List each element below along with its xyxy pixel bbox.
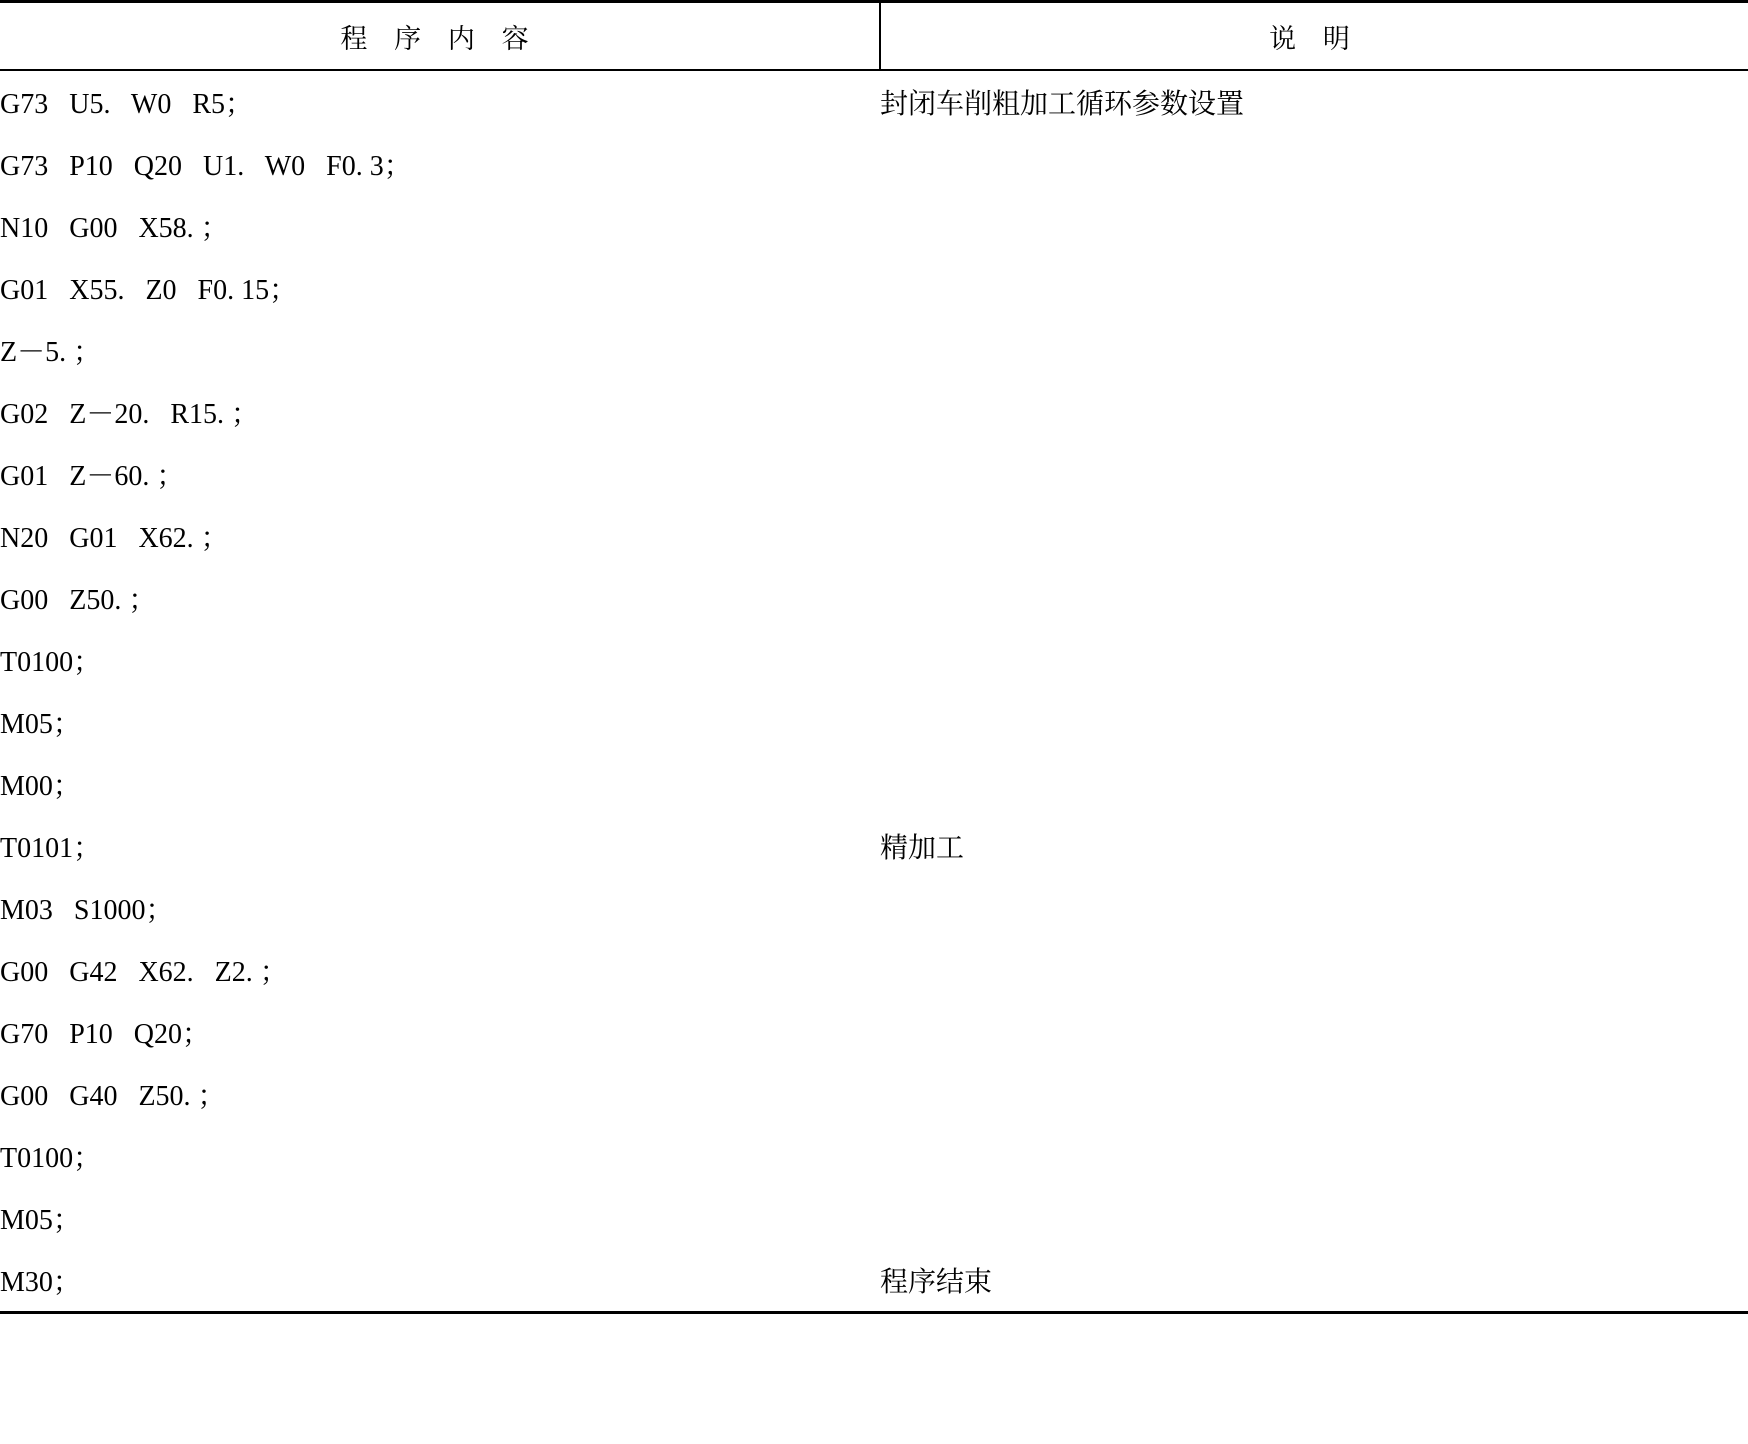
program-cell: G00 Z50. ； bbox=[0, 585, 157, 616]
program-cell: N20 G01 X62. ； bbox=[0, 523, 229, 554]
note-cell bbox=[880, 939, 1748, 1001]
table-header-row bbox=[0, 2, 1748, 71]
program-cell: M05； bbox=[0, 1205, 81, 1236]
table-row bbox=[0, 753, 1748, 815]
program-cell: G01 X55. Z0 F0. 15； bbox=[0, 275, 298, 306]
table-row bbox=[0, 629, 1748, 691]
program-cell: M05； bbox=[0, 709, 81, 740]
table-row bbox=[0, 195, 1748, 257]
note-cell bbox=[880, 505, 1748, 567]
note-cell bbox=[880, 1187, 1748, 1249]
program-cell: G00 G42 X62. Z2. ； bbox=[0, 957, 288, 988]
table-row bbox=[0, 133, 1748, 195]
note-cell bbox=[880, 381, 1748, 443]
table-row bbox=[0, 319, 1748, 381]
column-header-note bbox=[880, 2, 1748, 71]
program-cell: G01 Z－60. ； bbox=[0, 461, 185, 492]
column-header-program bbox=[0, 2, 880, 71]
note-cell bbox=[880, 195, 1748, 257]
note-cell bbox=[880, 1001, 1748, 1063]
table-row bbox=[0, 815, 1748, 877]
note-cell bbox=[880, 257, 1748, 319]
table-row bbox=[0, 70, 1748, 133]
table-row bbox=[0, 443, 1748, 505]
program-cell: T0100； bbox=[0, 1143, 102, 1174]
program-cell: M03 S1000； bbox=[0, 895, 174, 926]
note-cell bbox=[880, 567, 1748, 629]
column-header-note-label: 说 明 bbox=[1269, 23, 1360, 54]
table-row bbox=[0, 1063, 1748, 1125]
note-cell: 程序结束 bbox=[880, 1249, 1748, 1313]
table-row bbox=[0, 257, 1748, 319]
note-cell: 封闭车削粗加工循环参数设置 bbox=[880, 89, 1245, 120]
table-row bbox=[0, 939, 1748, 1001]
program-cell: G73 P10 Q20 U1. W0 F0. 3； bbox=[0, 151, 412, 182]
program-cell: Z－5. ； bbox=[0, 337, 102, 368]
table-row bbox=[0, 1187, 1748, 1249]
table-row bbox=[0, 1001, 1748, 1063]
table-row bbox=[0, 1125, 1748, 1187]
note-cell bbox=[880, 1125, 1748, 1187]
table-row bbox=[0, 381, 1748, 443]
note-cell bbox=[880, 133, 1748, 195]
table-body bbox=[0, 70, 1748, 1313]
note-cell bbox=[880, 877, 1748, 939]
table-row bbox=[0, 567, 1748, 629]
note-cell bbox=[880, 1063, 1748, 1125]
program-cell: G00 G40 Z50. ； bbox=[0, 1081, 226, 1112]
program-cell: G02 Z－20. R15. ； bbox=[0, 399, 260, 430]
program-cell: T0101； bbox=[0, 833, 102, 864]
program-cell: G70 P10 Q20； bbox=[0, 1019, 211, 1050]
column-header-program-label: 程 序 内 容 bbox=[340, 23, 539, 54]
table-row bbox=[0, 505, 1748, 567]
table-row bbox=[0, 691, 1748, 753]
note-cell bbox=[880, 753, 1748, 815]
program-cell: M30； bbox=[0, 1249, 880, 1313]
table-row bbox=[0, 1249, 1748, 1313]
table-header bbox=[0, 2, 1748, 71]
note-cell bbox=[880, 443, 1748, 505]
note-cell: 精加工 bbox=[880, 833, 965, 864]
program-cell: M00； bbox=[0, 771, 81, 802]
note-cell bbox=[880, 629, 1748, 691]
program-cell: T0100； bbox=[0, 647, 102, 678]
note-cell bbox=[880, 319, 1748, 381]
table-row bbox=[0, 877, 1748, 939]
note-cell bbox=[880, 691, 1748, 753]
program-cell: N10 G00 X58. ； bbox=[0, 213, 229, 244]
program-cell: G73 U5. W0 R5； bbox=[0, 89, 254, 120]
